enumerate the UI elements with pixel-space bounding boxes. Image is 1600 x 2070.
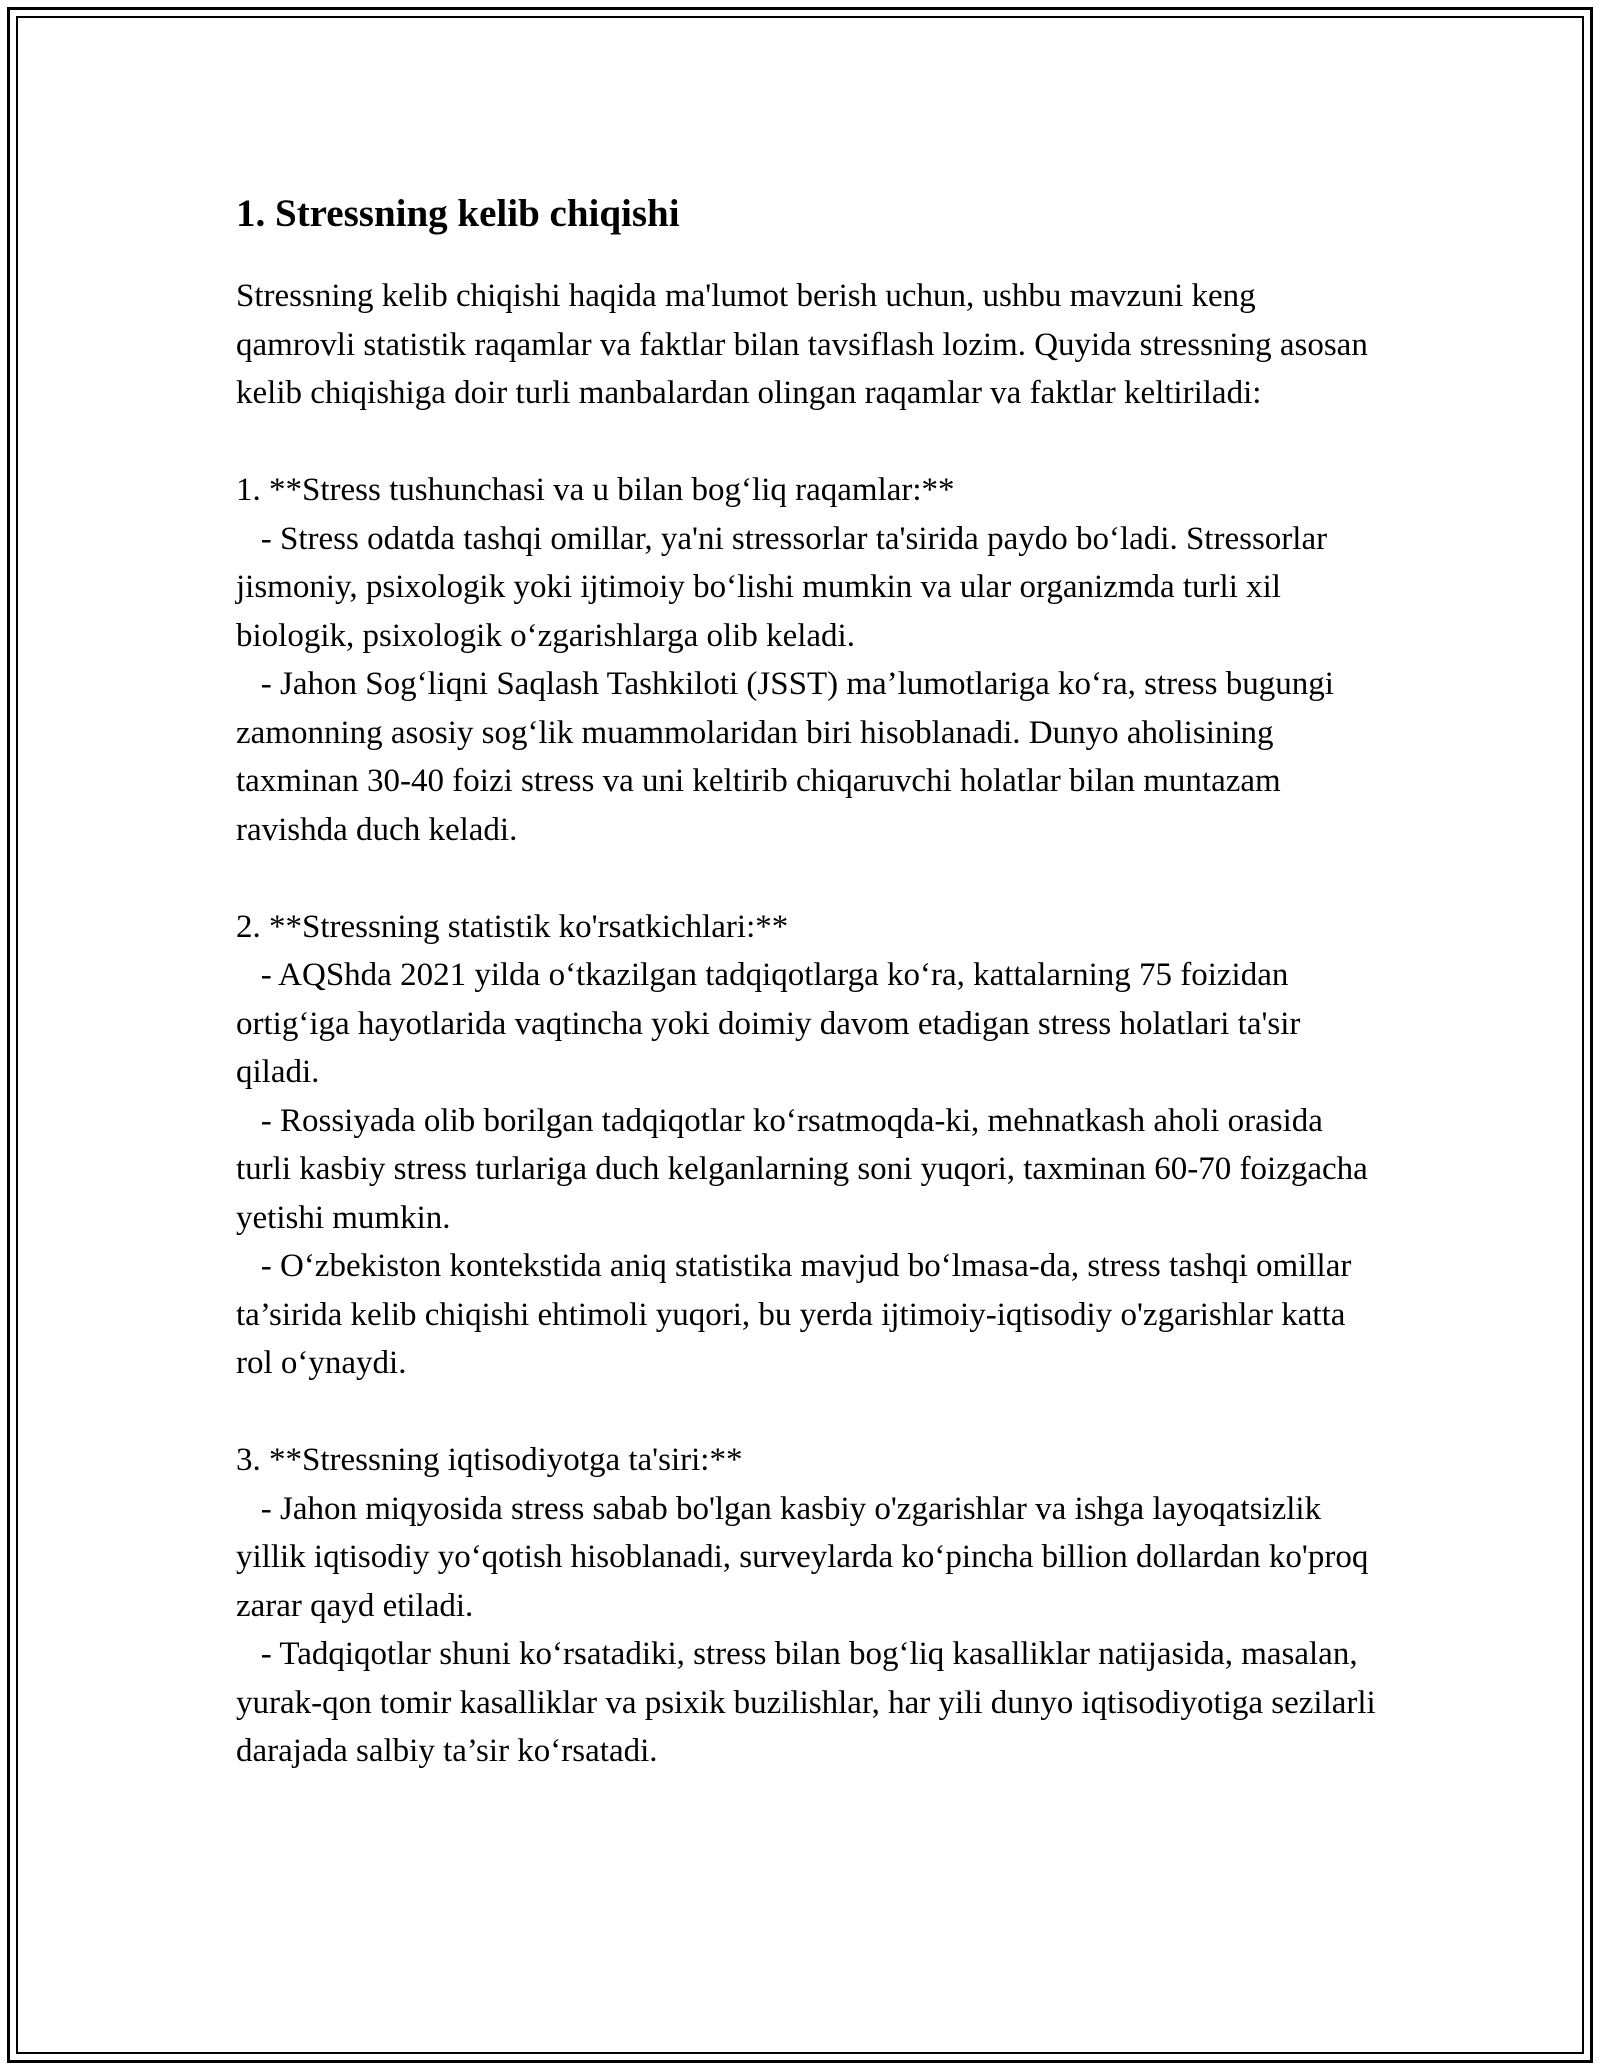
section-stress-concept xyxy=(236,466,1376,854)
list-item: - Rossiyada olib borilgan tadqiqotlar ko‘rsatmoqda-ki, mehnatkash aholi orasida turli kasbiy stress turlariga duch kelganlarning soni yuqori, taxminan 60-70 foizgacha yetishi mumkin. xyxy=(236,1102,1377,1236)
list-item: - AQShda 2021 yilda o‘tkazilgan tadqiqotlarga ko‘ra, kattalarning 75 foizidan ortig‘iga hayotlarida vaqtincha yoki doimiy davom etadigan stress holatlari ta'sir qiladi. xyxy=(236,957,1309,1090)
section-economy xyxy=(236,1436,1384,1776)
spacer xyxy=(236,418,1376,467)
section-heading: 1. **Stress tushunchasi va u bilan bog‘liq raqamlar:** xyxy=(236,472,955,508)
section-heading: 2. **Stressning statistik ko'rsatkichlari:** xyxy=(236,908,789,945)
section-heading: 3. **Stressning iqtisodiyotga ta'siri:** xyxy=(236,1442,743,1478)
document-body xyxy=(236,186,1384,1776)
list-item: - Stress odatda tashqi omillar, ya'ni stressorlar ta'sirida paydo bo‘ladi. Stressorlar jismoniy, psixologik yoki ijtimoiy bo‘lishi mumkin va ular organizmda turli xil biologik, psixologik o‘zgarishlarga olib keladi. xyxy=(236,520,1336,654)
section-statistics xyxy=(236,903,1376,1388)
spacer xyxy=(236,854,1376,903)
list-item: - Jahon miqyosida stress sabab bo'lgan kasbiy o'zgarishlar va ishga layoqatsizlik yillik iqtisodiy yo‘qotish hisoblanadi, surveylarda ko‘pincha billion dollardan ko'proq zarar qayd etiladi. xyxy=(236,1490,1377,1624)
intro-paragraph: Stressning kelib chiqishi haqida ma'lumot berish uchun, ushbu mavzuni keng qamrovli statistik raqamlar va faktlar bilan tavsiflash lozim. Quyida stressning asosan kelib chiqishiga doir turli manbalardan olingan raqamlar va faktlar keltiriladi: xyxy=(236,278,1377,411)
list-item: - Tadqiqotlar shuni ko‘rsatadiki, stress bilan bog‘liq kasalliklar natijasida, masalan, yurak-qon tomir kasalliklar va psixik buzilishlar, har yili dunyo iqtisodiyotiga sezilarli darajada salbiy ta’sir ko‘rsatadi. xyxy=(236,1636,1384,1769)
page-title: 1. Stressning kelib chiqishi xyxy=(236,192,680,235)
spacer xyxy=(236,1388,1376,1437)
list-item: - Jahon Sog‘liqni Saqlash Tashkiloti (JSST) ma’lumotlariga ko‘ra, stress bugungi zamonning asosiy sog‘lik muammolaridan biri hisoblanadi. Dunyo aholisining taxminan 30-40 foizi stress va uni keltirib chiqaruvchi holatlar bilan muntazam ravishda duch keladi. xyxy=(236,666,1343,848)
list-item: - O‘zbekiston kontekstida aniq statistika mavjud bo‘lmasa-da, stress tashqi omillar ta’sirida kelib chiqishi ehtimoli yuqori, bu yerda ijtimoiy-iqtisodiy o'zgarishlar katta rol o‘ynaydi. xyxy=(236,1248,1360,1381)
